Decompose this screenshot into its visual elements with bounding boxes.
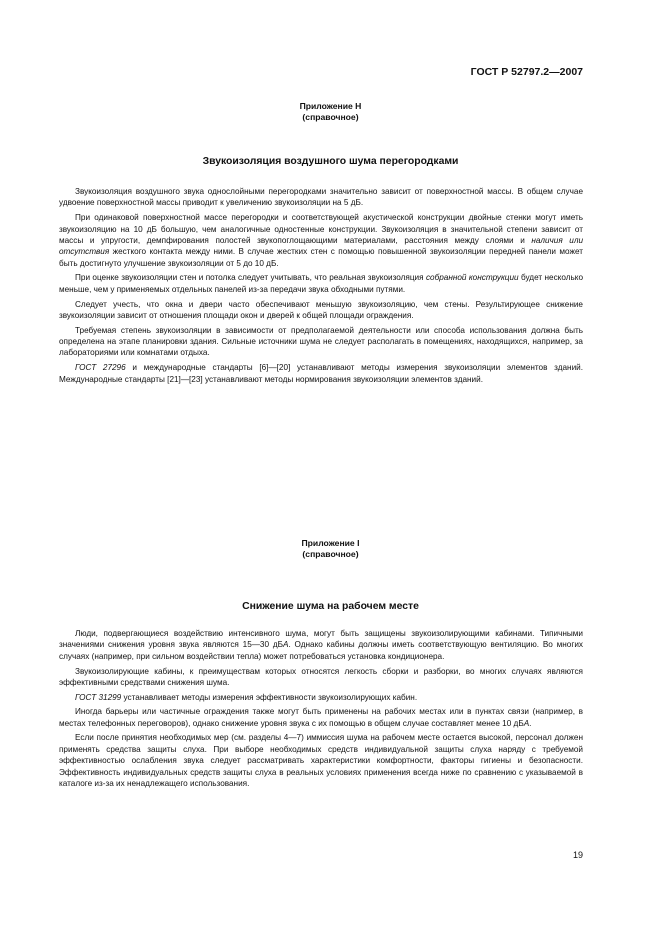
annex-h-paragraph-1: Звукоизоляция воздушного звука однослойными перегородками значительно зависит от поверхностной массы. В общем случае удвоение поверхностной массы приводит к увеличению звукоизоляции на 5 дБ. bbox=[59, 187, 583, 208]
annex-i-paragraph-2: Звукоизолирующие кабины, к преимуществам которых относятся легкость сборки и разборки, во многих случаях являются эффективными средствами снижения шума. bbox=[59, 666, 583, 687]
p3-text: При оценке звукоизоляции стен и потолка следует учитывать, что реальная звукоизоляция bbox=[75, 273, 426, 283]
i-p1-b: . Однако кабины должны иметь соответствующую вентиляцию. Во многих случаях (например, при сильном воздействии тепла) может потребоваться установка кондиционера. bbox=[59, 640, 583, 661]
annex-h-title: Звукоизоляция воздушного шума перегородками bbox=[202, 156, 459, 167]
annex-i-title: Снижение шума на рабочем месте bbox=[242, 601, 419, 612]
p3-italic: собранной конструкции bbox=[425, 273, 519, 283]
annex-i-type: (справочное) bbox=[302, 549, 359, 559]
annex-i-paragraph-4 bbox=[59, 706, 583, 729]
p2-text: При одинаковой поверхностной массе перегородки и соответствующей акустической конструкции двойные стенки могут иметь звукоизоляцию на 10 дБ большую, чем аналогичные одностенные конструкции. Звукоизоляция в значительной степени зависит от массы и упругости, демпфирования полостей звукопоглощающими материалами, расстояния между слоями и bbox=[59, 213, 583, 245]
standard-code-header: ГОСТ Р 52797.2—2007 bbox=[470, 66, 583, 78]
i-p3-text: устанавливает методы измерения эффективности звукоизолирующих кабин. bbox=[121, 692, 418, 702]
gost-27296-ref: ГОСТ 27296 bbox=[75, 363, 126, 373]
annex-i-label: Приложение I bbox=[301, 538, 360, 548]
annex-h-paragraph-2 bbox=[59, 212, 583, 269]
p2-italic: наличия или отсутствия bbox=[59, 235, 584, 257]
annex-h-type: (справочное) bbox=[302, 112, 359, 122]
annex-h-paragraph-5: Требуемая степень звукоизоляции в зависимости от предполагаемой деятельности или способа использования должна быть определена на этапе планировки здания. Сильные источники шума не следует располагать в помещениях, находящихся, например, за лабораториями или комнатами отдыха. bbox=[59, 325, 583, 358]
annex-h-paragraph-4: Следует учесть, что окна и двери часто обеспечивают меньшую звукоизоляцию, чем стены. Результирующее снижение звукоизоляции зависит от отношения площади окон и дверей к общей площади ограждения. bbox=[59, 299, 583, 320]
annex-h-paragraph-6 bbox=[59, 362, 583, 385]
annex-h-body bbox=[59, 186, 583, 388]
page-number: 19 bbox=[572, 850, 583, 860]
i-p4-b: . bbox=[529, 718, 532, 728]
annex-i-paragraph-5: Если после принятия необходимых мер (см. разделы 4—7) иммиссия шума на рабочем месте остается высокой, персонал должен применять средства защиты слуха. При выборе необходимых средств индивидуальной защиты слуха наряду с требуемой эффективностью ослабления звука следует рассматривать характеристики комфортности, факторы гигиены и безопасности. Эффективность индивидуальных средств защиты слуха в реальных условиях применения всегда ниже по сравнению с указываемой в каталоге из-за их ненадлежащего использования. bbox=[59, 733, 583, 789]
i-p1-a: Люди, подвергающиеся воздействию интенсивного шума, могут быть защищены звукоизолирующими кабинами. Типичными значениями снижения уровня звука являются 15—30 дБ bbox=[59, 629, 583, 650]
i-p4-a: Иногда барьеры или частичные ограждения также могут быть применены на рабочих местах или в пунктах связи (например, в местах телефонных переговоров), однако снижение уровня звука с их помощью в общем случае составляет менее 10 дБ bbox=[59, 707, 583, 728]
annex-h-label: Приложение Н bbox=[299, 101, 362, 111]
annex-i-body bbox=[59, 628, 583, 793]
annex-i-paragraph-1 bbox=[59, 628, 583, 662]
p6-text: и международные стандарты [6]—[20] устанавливают методы измерения звукоизоляции элементов зданий. Международные стандарты [21]—[23] устанавливают методы нормирования звукоизоляции элементов зданий. bbox=[59, 363, 583, 384]
gost-31299-ref: ГОСТ 31299 bbox=[75, 692, 122, 702]
annex-h-paragraph-3 bbox=[59, 272, 583, 295]
i-p1-unit: А bbox=[283, 640, 289, 650]
p3-tail: будет несколько меньше, чем у применяемых отдельных панелей из-за передачи звука обходными путями. bbox=[59, 273, 583, 294]
annex-i-paragraph-3 bbox=[59, 692, 583, 703]
p2-tail: жесткого контакта между ними. В случае жестких стен с помощью повышенной звукоизоляции передней панели может быть достигнуто улучшение звукоизоляции от 5 до 10 дБ. bbox=[59, 247, 583, 268]
i-p4-unit: А bbox=[523, 718, 530, 728]
